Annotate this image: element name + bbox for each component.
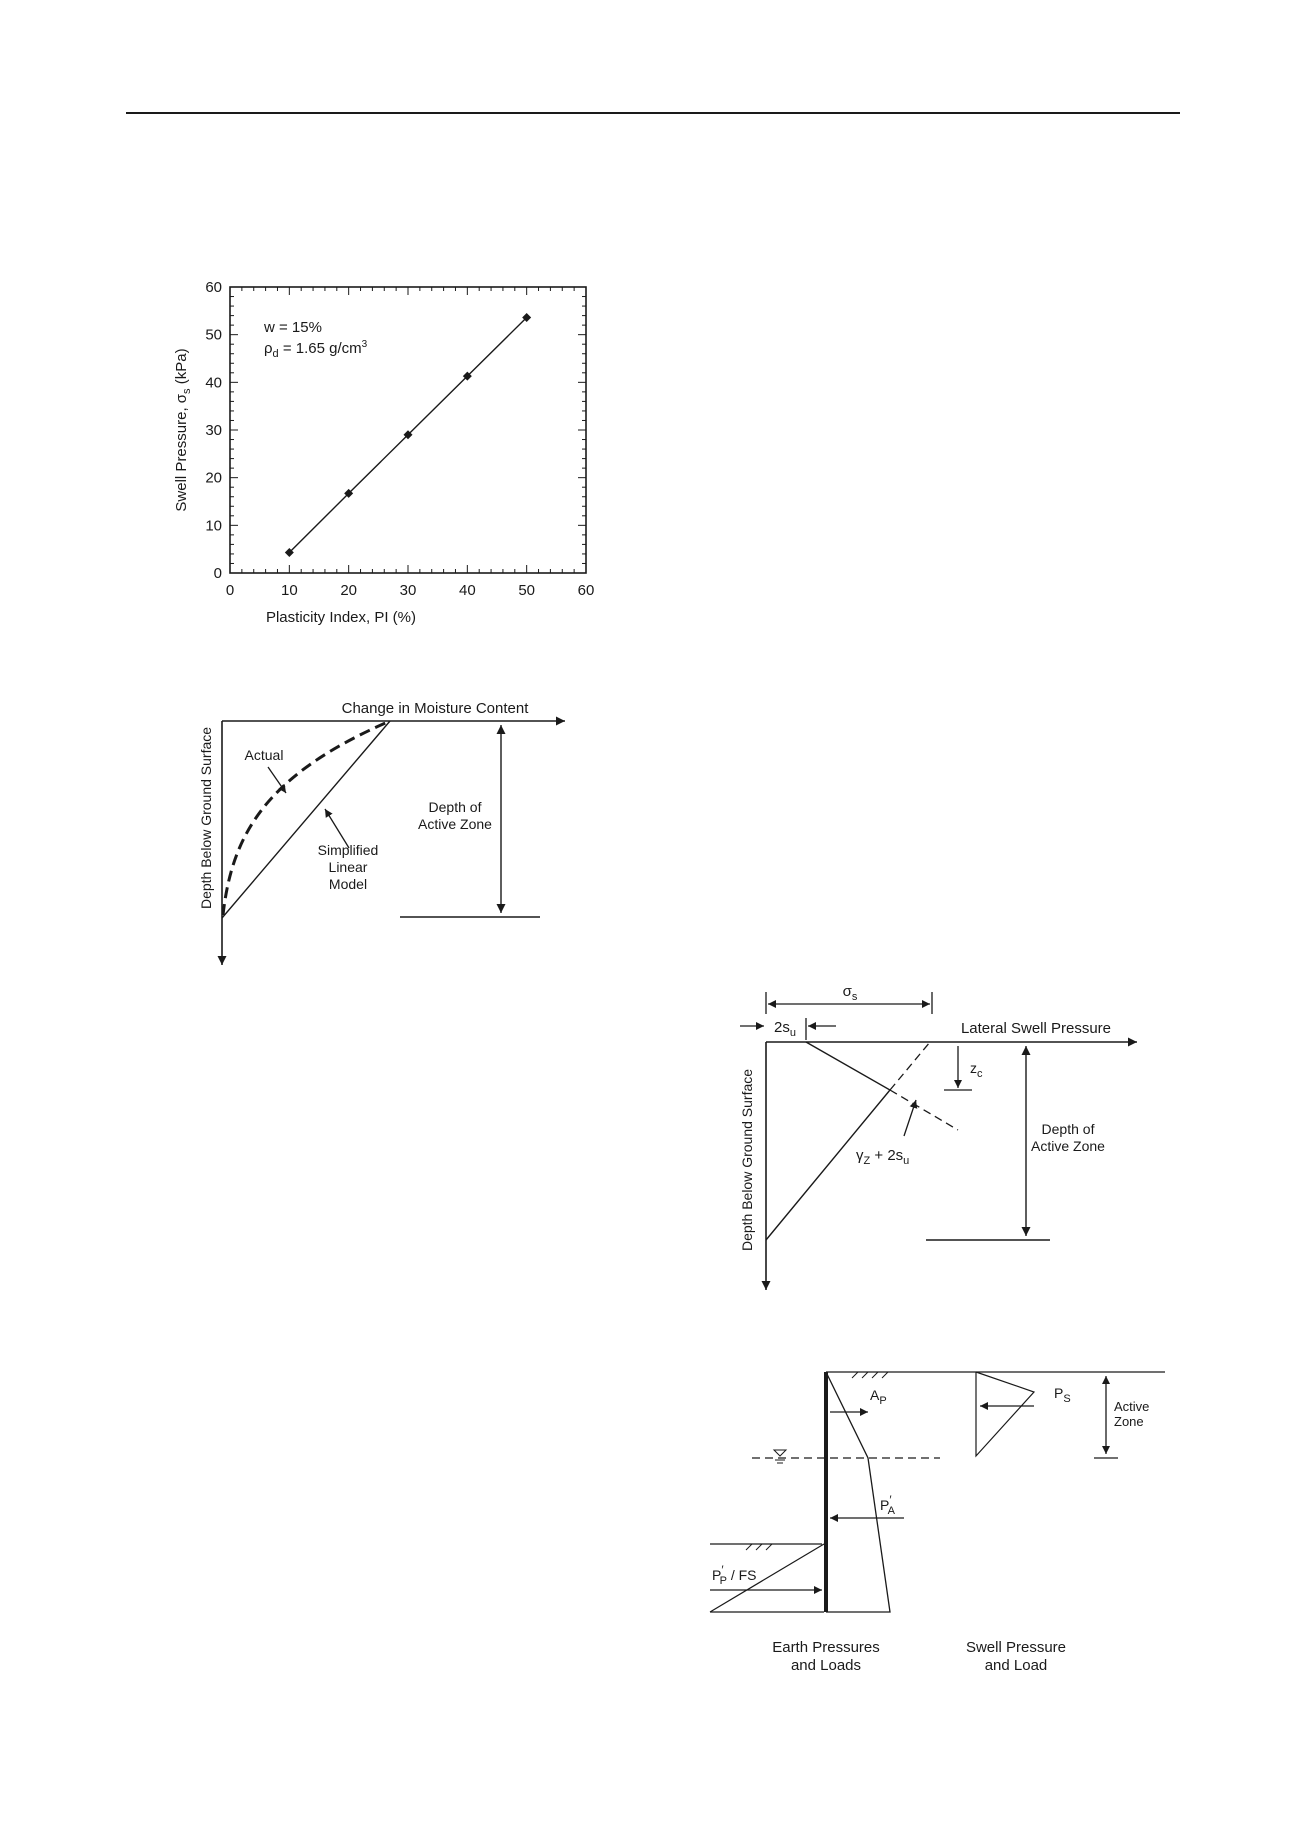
su-label: $2s_u$	[774, 1019, 796, 1039]
lateral-swell-pressure-diagram	[739, 983, 1137, 1290]
ground-hatch-bottom	[746, 1544, 772, 1550]
active-zone-label-2: Active Zone	[418, 816, 492, 832]
wall-loads-diagram	[710, 1372, 1165, 1674]
active-pressure-diagram	[826, 1372, 890, 1612]
sigma-label: $\sigma_s$	[842, 983, 858, 1003]
caption-earth-pressures-2: and Loads	[790, 1657, 862, 1674]
dashed-extension	[890, 1042, 930, 1090]
x-tick-label: 40	[458, 582, 476, 599]
y-tick-labels	[205, 279, 222, 582]
moisture-content-diagram	[198, 700, 565, 965]
y-tick-label: 20	[205, 469, 222, 487]
swell-pressure-triangle	[976, 1372, 1034, 1456]
active-zone-label-6: Zone	[1114, 1414, 1144, 1429]
depth-axis-label: Depth Below Ground Surface	[198, 726, 214, 910]
x-tick-label: 50	[518, 582, 536, 599]
y-tick-label: 40	[205, 374, 222, 392]
gamma-label: $\gamma_Z + 2s_u$	[856, 1147, 910, 1167]
zc-label: $z_c$	[970, 1060, 983, 1080]
gamma-pointer	[904, 1100, 916, 1136]
depth-axis-label-2: Depth Below Ground Surface	[739, 1068, 755, 1252]
pressure-profile	[766, 1042, 890, 1240]
x-tick-labels	[226, 582, 595, 599]
x-tick-label: 0	[225, 582, 235, 599]
dashed-gamma-line	[890, 1090, 958, 1130]
ps-label: $P_S$	[1054, 1385, 1071, 1405]
active-zone-label-4: Active Zone	[1031, 1138, 1105, 1154]
ap-label: $A_P$	[870, 1387, 887, 1407]
model-label-2: Linear	[328, 859, 368, 875]
x-tick-label: 60	[577, 582, 595, 599]
annotation-density: $\rho_d = 1.65$ $g/cm^3$	[264, 339, 368, 360]
actual-label: Actual	[244, 747, 284, 763]
actual-pointer	[268, 767, 286, 793]
caption-earth-pressures-1: Earth Pressures	[772, 1639, 880, 1656]
ground-hatch-top	[848, 1372, 890, 1378]
annotation-moisture: w = 15%	[264, 319, 322, 336]
y-tick-label: 10	[205, 517, 222, 535]
y-tick-label: 0	[213, 565, 222, 582]
y-axis-label: Swell Pressure, $\sigma_s$ (kPa)	[173, 348, 193, 512]
water-table-symbol	[774, 1450, 786, 1463]
caption-swell-pressure-1: Swell Pressure	[965, 1639, 1067, 1656]
x-tick-label: 10	[280, 582, 298, 599]
pressure-axis-label: Lateral Swell Pressure	[960, 1020, 1112, 1037]
y-tick-label: 60	[205, 279, 222, 296]
moisture-axis-label: Change in Moisture Content	[341, 700, 529, 717]
pp-label: P′ P / FS	[712, 1563, 757, 1587]
x-axis-label: Plasticity Index, PI (%)	[265, 609, 417, 626]
model-label-1: Simplified	[317, 842, 379, 858]
model-label-3: Model	[328, 876, 368, 892]
active-zone-label-1: Depth of	[428, 799, 482, 815]
active-zone-label-3: Depth of	[1041, 1121, 1095, 1137]
pa-label: P′ A	[880, 1493, 895, 1517]
y-tick-label: 30	[205, 422, 222, 439]
caption-swell-pressure-2: and Load	[984, 1657, 1048, 1674]
swell-pressure-chart	[173, 279, 594, 626]
y-tick-label: 50	[205, 326, 222, 344]
active-zone-label-5: Active	[1114, 1399, 1150, 1414]
x-tick-label: 30	[399, 582, 417, 599]
x-tick-label: 20	[340, 582, 358, 599]
